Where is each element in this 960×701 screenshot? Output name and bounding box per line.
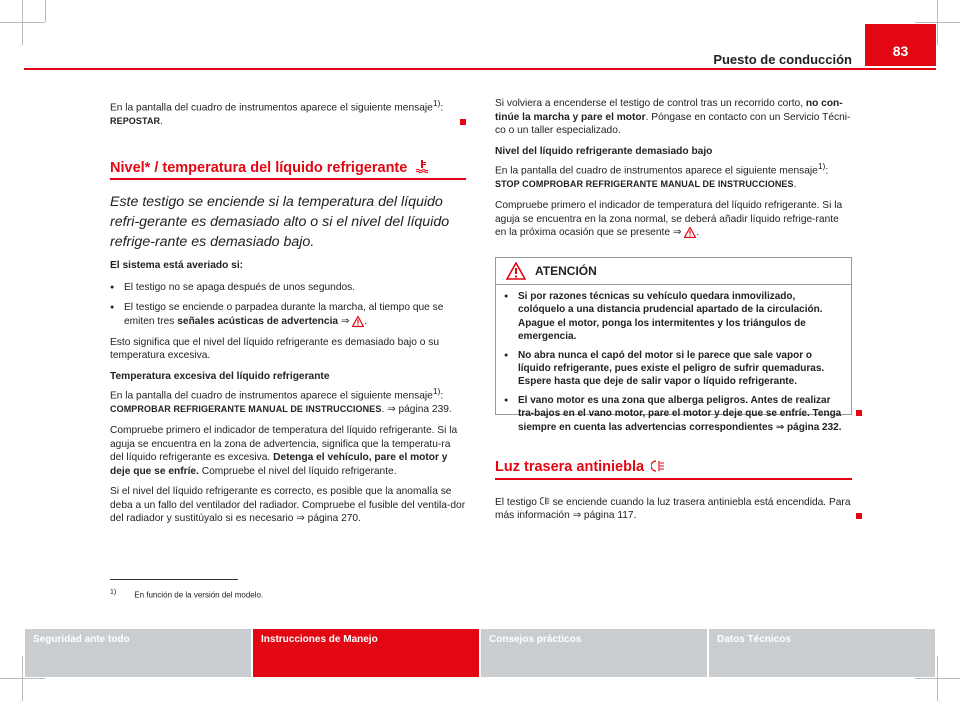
crop-mark <box>937 0 938 45</box>
bullet-item: ● El testigo se enciende o parpadea durante la marcha, al tiempo que se emiten tres señales acústicas de advertencia ⇒ . <box>110 301 466 328</box>
paragraph-restart-warning: Si volviera a encenderse el testigo de control tras un recorrido corto, no con-tinúe la marcha y pare el motor. Póngase en contacto con un Servicio Técni-co o un taller especializado. <box>495 98 851 137</box>
paragraph-temperature: En la pantalla del cuadro de instrumentos aparece el siguiente mensaje$^{1)}$: COMPROBAR REFRIGERANTE MANUAL DE INSTRUCCIONES. ⇒ página 239. <box>110 386 452 416</box>
subheading-faulty: El sistema está averiado si: <box>110 260 244 272</box>
section-heading: Nivel* / temperatura del líquido refrigerante <box>110 159 466 176</box>
tab-consejos[interactable]: Consejos prácticos <box>481 629 707 677</box>
crop-mark <box>22 656 23 701</box>
footnote-text: En función de la versión del modelo. <box>134 590 264 600</box>
end-marker-icon <box>856 513 862 519</box>
display-message: STOP COMPROBAR REFRIGERANTE MANUAL DE INSTRUCCIONES <box>495 179 794 190</box>
warning-triangle-icon <box>684 227 696 238</box>
warning-box-header <box>496 258 851 285</box>
page-number: 83 <box>892 43 909 59</box>
warning-title: ATENCIÓN <box>535 264 597 278</box>
crop-mark <box>937 656 938 701</box>
subheading-temperature: Temperatura excesiva del líquido refrigerante <box>110 370 330 382</box>
paragraph-check-temperature: Compruebe primero el indicador de temperatura del líquido refrigerante. Si la aguja se encuentra en la zona de advertencia, significa que la temperatu-ra del líquido refrigerante es excesiva. Detenga el vehículo, pare el motor y deje que se enfríe. Compruebe el nivel del líquido refrigerante. <box>110 424 458 477</box>
paragraph-fan: Si el nivel del líquido refrigerante es correcto, es posible que la anomalía se deba a un fallo del ventilador del radiador. Compruebe el fusible del ventila-dor del radiador y sustitúyalo si es necesario ⇒ página 270. <box>110 486 466 525</box>
right-column <box>495 97 852 247</box>
section-underline <box>110 178 466 180</box>
footnote-divider <box>110 579 238 580</box>
warning-bullet: ● El vano motor es una zona que alberga peligros. Antes de realizar tra-bajos en el vano motor, pare el motor y deje que se enfríe. Tenga siempre en cuenta las advertencias correspondientes ⇒ página 232. <box>504 394 843 434</box>
end-marker-icon <box>856 410 862 416</box>
warning-box <box>495 257 852 433</box>
warning-body <box>496 285 851 434</box>
section-heading: Luz trasera antiniebla <box>495 459 852 475</box>
subheading-low-level: Nivel del líquido refrigerante demasiado bajo <box>495 145 713 157</box>
warning-bullet: ● Si por razones técnicas su vehículo quedara inmovilizado, colóquelo a una distancia prudencial apartado de la circulación. Apague el motor, ponga los intermitentes y los triángulos de emergencia. <box>504 290 843 344</box>
footnote <box>110 589 263 600</box>
paragraph-low-level: En la pantalla del cuadro de instrumentos aparece el siguiente mensaje$^{1)}$: STOP COMPROBAR REFRIGERANTE MANUAL DE INSTRUCCIONES. <box>495 161 829 191</box>
rear-fog-light-icon <box>651 459 665 473</box>
section-fog-light <box>495 459 852 530</box>
coolant-temperature-icon <box>415 159 429 173</box>
display-message: REPOSTAR <box>110 115 161 126</box>
footnote-mark: 1) <box>110 589 117 596</box>
tab-seguridad[interactable]: Seguridad ante todo <box>25 629 251 677</box>
tab-datos[interactable]: Datos Técnicos <box>709 629 935 677</box>
end-marker-icon <box>460 119 466 125</box>
warning-bullet: ● No abra nunca el capó del motor si le parece que sale vapor o líquido refrigerante, pues existe el peligro de sufrir quemaduras. Espere hasta que deje de salir vapor o líquido refrigerante. <box>504 349 843 389</box>
tab-instrucciones[interactable]: Instrucciones de Manejo <box>253 629 479 677</box>
section-underline <box>495 478 852 480</box>
left-column <box>110 97 466 533</box>
warning-triangle-icon <box>352 316 364 327</box>
rear-fog-light-icon <box>540 496 550 506</box>
paragraph-fog-light: El testigo se enciende cuando la luz trasera antiniebla está encendida. Para más información ⇒ página 117. <box>495 496 851 522</box>
chapter-tabs <box>25 629 935 677</box>
warning-triangle-icon <box>506 262 526 280</box>
crop-mark <box>45 0 46 22</box>
footnote-ref: 1) <box>817 161 826 172</box>
paragraph-meaning: Esto significa que el nivel del líquido refrigerante es demasiado bajo o su temperatura excesiva. <box>110 336 440 362</box>
bullet-item: ● El testigo no se apaga después de unos segundos. <box>110 281 466 295</box>
page-reference-link[interactable]: . ⇒ página 239. <box>381 404 452 416</box>
page-number-box <box>865 24 936 66</box>
crop-mark <box>22 0 23 45</box>
footnote-ref: 1) <box>432 98 441 108</box>
page-section-title: Puesto de conducción <box>713 52 852 67</box>
display-message: COMPROBAR REFRIGERANTE MANUAL DE INSTRUCCIONES <box>110 404 382 415</box>
header-divider <box>24 68 936 70</box>
section-coolant <box>110 159 466 181</box>
paragraph-check-level: Compruebe primero el indicador de temperatura del líquido refrigerante. Si la aguja se encuentra en la zona normal, se deberá añadir líquido refrige-rante en la próxima ocasión que se presente ⇒ . <box>495 199 843 239</box>
footnote-ref: 1) <box>432 386 441 397</box>
paragraph-refuel: En la pantalla del cuadro de instrumentos aparece el siguiente mensaje$^{1)}$: REPOSTAR. <box>110 97 466 129</box>
lead-text: Este testigo se enciende si la temperatura del líquido refri-gerante es demasiado alto o si el nivel del líquido refrige-rante es demasiado bajo. <box>110 194 450 251</box>
